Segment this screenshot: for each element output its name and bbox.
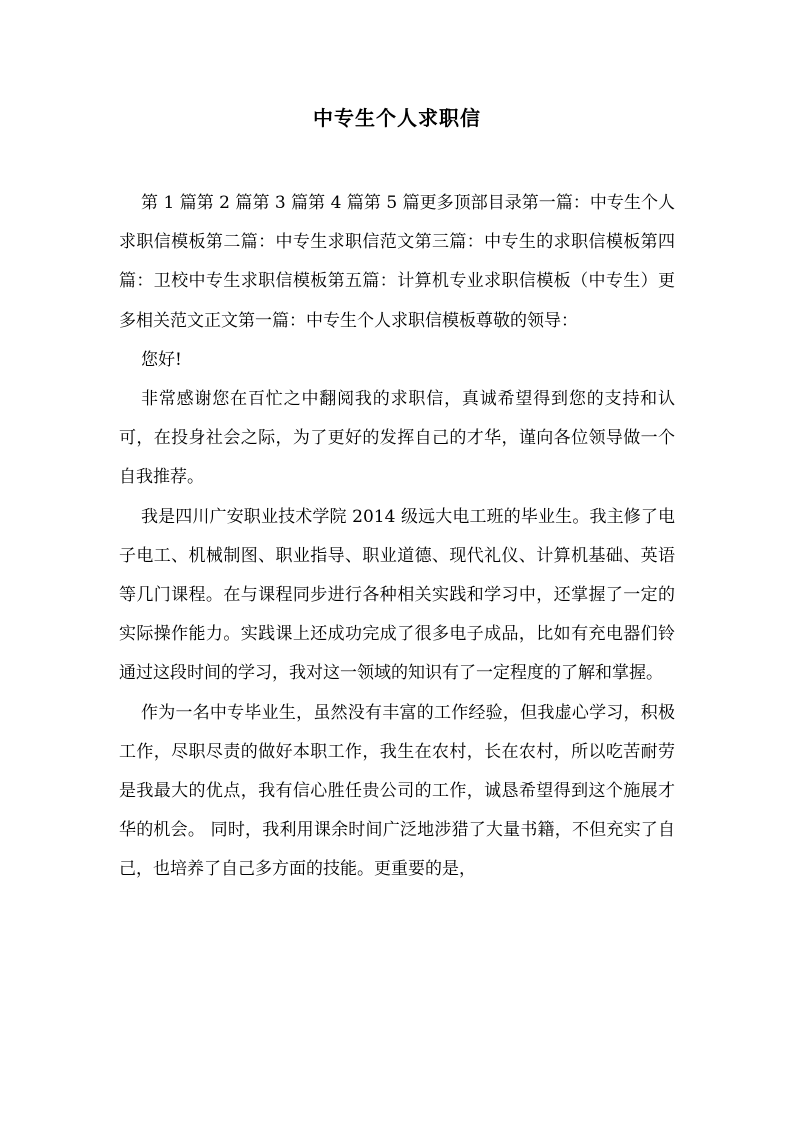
paragraph-greeting: 您好! [141, 349, 182, 370]
paragraph-self-assessment: 作为一名中专毕业生，虽然没有丰富的工作经验，但我虚心学习，积极工作，尽职尽责的做好本职工作，我生在农村，长在农村，所以吃苦耐劳是我最大的优点，我有信心胜任贵公司的工作，诚恳希望得到这个施展才华的机会。 同时，我利用课余时间广泛地涉猎了大量书籍，不但充实了自己，也培养了自己多方面的技能。更重要的是， [119, 702, 675, 880]
paragraph-education: 我是四川广安职业技术学院 2014 级远大电工班的毕业生。我主修了电子电工、机械制图、职业指导、职业道德、现代礼仪、计算机基础、英语等几门课程。在与课程同步进行各种相关实践和学习中，还掌握了一定的实际操作能力。实践课上还成功完成了很多电子成品，比如有充电器们铃 通过这段时间的学习，我对这一领域的知识有了一定程度的了解和掌握。 [119, 506, 675, 684]
paragraph-thanks: 非常感谢您在百忙之中翻阅我的求职信，真诚希望得到您的支持和认可，在投身社会之际，为了更好的发挥自己的才华，谨向各位领导做一个自我推荐。 [119, 389, 675, 488]
paragraph-toc: 第 1 篇第 2 篇第 3 篇第 4 篇第 5 篇更多顶部目录第一篇：中专生个人求职信模板第二篇：中专生求职信范文第三篇：中专生的求职信模板第四篇：卫校中专生求职信模板第五篇：计算机专业求职信模板（中专生）更多相关范文正文第一篇：中专生个人求职信模板尊敬的领导： [119, 193, 675, 331]
document-body [119, 184, 675, 890]
document-title: 中专生个人求职信 [313, 106, 481, 130]
